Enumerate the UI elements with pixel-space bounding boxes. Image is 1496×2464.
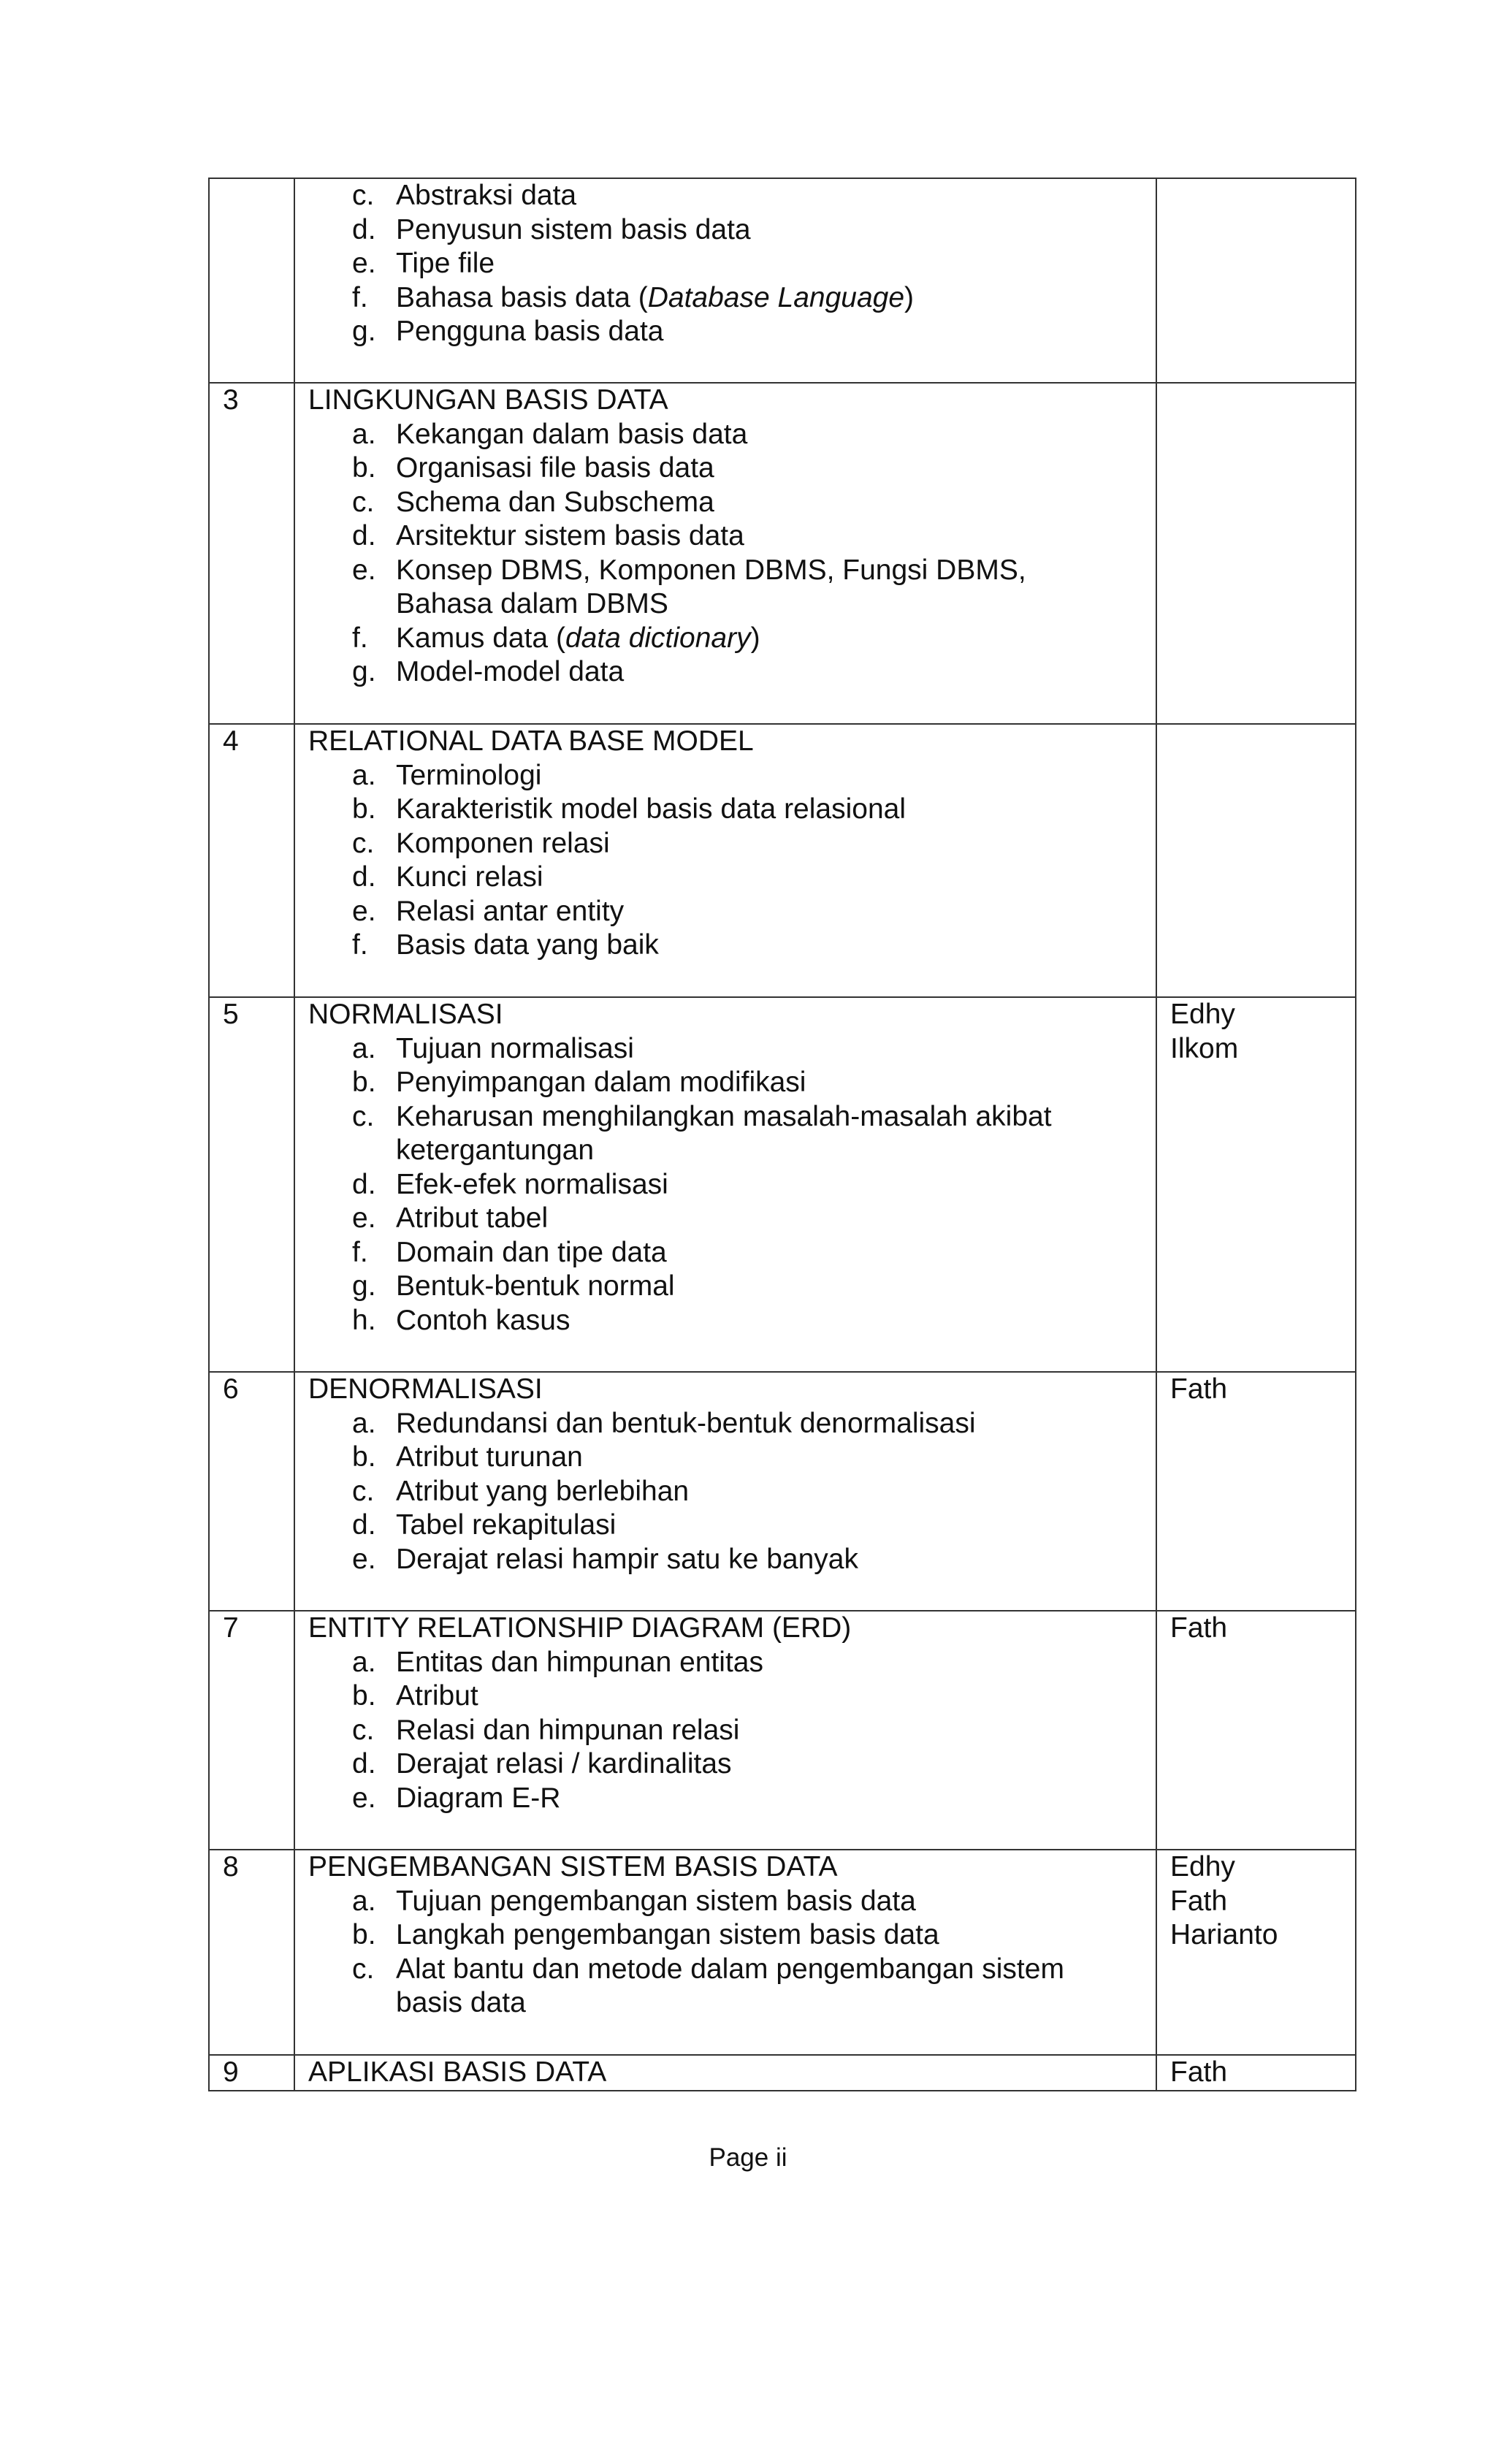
topic-title: PENGEMBANGAN SISTEM BASIS DATA (308, 1851, 838, 1883)
item-text: Terminologi (396, 759, 542, 791)
list-item (308, 281, 1156, 316)
list-item (308, 418, 1156, 452)
table-row (209, 178, 1356, 383)
topic-cell (294, 1611, 1156, 1850)
list-item (308, 1100, 1156, 1168)
subtopic-list (308, 1407, 1156, 1577)
list-marker: c. (352, 1953, 375, 1985)
item-text: Komponen relasi (396, 827, 610, 859)
author-cell (1156, 383, 1356, 724)
row-number: 3 (209, 383, 294, 724)
row-number: 7 (209, 1611, 294, 1850)
list-item (308, 451, 1156, 486)
item-text: Bentuk-bentuk normal (396, 1270, 675, 1302)
topic-title: NORMALISASI (308, 999, 503, 1030)
item-italic-term: data dictionary (565, 622, 751, 654)
subtopic-list (308, 759, 1156, 963)
list-marker: a. (352, 1032, 376, 1064)
author-cell (1156, 2055, 1356, 2091)
list-marker: g. (352, 1270, 376, 1302)
page-number: Page ii (709, 2143, 787, 2172)
item-text: Kekangan dalam basis data (396, 418, 748, 450)
list-item (308, 759, 1156, 793)
subtopic-list (308, 1885, 1156, 2021)
list-item (308, 1543, 1156, 1577)
topic-title: APLIKASI BASIS DATA (308, 2056, 607, 2088)
list-marker: f. (352, 281, 368, 313)
list-marker: b. (352, 793, 376, 825)
list-item (308, 827, 1156, 861)
item-text-suffix: ) (750, 622, 760, 654)
item-text: Relasi antar entity (396, 895, 625, 927)
list-marker: c. (352, 486, 375, 518)
topic-cell (294, 1850, 1156, 2055)
topic-cell (294, 997, 1156, 1372)
item-text: Tabel rekapitulasi (396, 1509, 617, 1541)
list-marker: g. (352, 316, 376, 347)
item-text: Atribut yang berlebihan (396, 1475, 690, 1507)
list-marker: e. (352, 1782, 376, 1814)
item-text: Atribut (396, 1680, 478, 1712)
subtopic-list (308, 418, 1156, 690)
author-cell (1156, 1372, 1356, 1611)
row-number: 8 (209, 1850, 294, 2055)
list-marker: b. (352, 1680, 376, 1712)
list-marker: e. (352, 1202, 376, 1234)
topic-cell (294, 2055, 1156, 2091)
list-marker: d. (352, 1509, 376, 1541)
list-item (308, 486, 1156, 520)
list-marker: f. (352, 622, 368, 654)
list-marker: a. (352, 1646, 376, 1678)
list-marker: d. (352, 213, 376, 245)
row-number (209, 178, 294, 383)
table-row (209, 1372, 1356, 1611)
subtopic-list (308, 179, 1156, 349)
table-row (209, 1611, 1356, 1850)
item-text: Derajat relasi / kardinalitas (396, 1748, 732, 1780)
table-row (209, 383, 1356, 724)
list-marker: a. (352, 1407, 376, 1439)
list-marker: c. (352, 1475, 375, 1507)
subtopic-list (308, 1032, 1156, 1338)
list-marker: f. (352, 1236, 368, 1268)
list-item (308, 1236, 1156, 1270)
item-text: Bahasa basis data ( (396, 281, 648, 313)
table-row (209, 1850, 1356, 2055)
list-marker: e. (352, 1543, 376, 1575)
item-text: Kamus data ( (396, 622, 565, 654)
list-item (308, 1747, 1156, 1782)
topic-title: ENTITY RELATIONSHIP DIAGRAM (ERD) (308, 1612, 852, 1644)
item-text: Efek-efek normalisasi (396, 1168, 668, 1200)
list-item (308, 1714, 1156, 1748)
item-text: Atribut tabel (396, 1202, 549, 1234)
item-text: Relasi dan himpunan relasi (396, 1714, 740, 1746)
syllabus-body (209, 178, 1356, 2091)
list-marker: f. (352, 929, 368, 961)
author-name: Fath (1170, 1885, 1228, 1917)
author-name: Ilkom (1170, 1032, 1239, 1064)
list-item (308, 1168, 1156, 1202)
list-marker: d. (352, 861, 376, 893)
list-item (308, 247, 1156, 281)
list-marker: c. (352, 1100, 375, 1132)
item-text: Contoh kasus (396, 1304, 570, 1336)
item-text: Keharusan menghilangkan masalah-masalah akibat ketergantungan (396, 1100, 1052, 1166)
list-item (308, 1508, 1156, 1543)
list-marker: b. (352, 1441, 376, 1473)
row-number: 9 (209, 2055, 294, 2091)
author-name: Fath (1170, 1612, 1228, 1644)
topic-title: RELATIONAL DATA BASE MODEL (308, 725, 754, 757)
item-text: Pengguna basis data (396, 316, 664, 347)
item-text-suffix: ) (904, 281, 915, 313)
list-item (308, 1202, 1156, 1236)
table-row (209, 2055, 1356, 2091)
list-item (308, 655, 1156, 690)
item-text: Tujuan pengembangan sistem basis data (396, 1885, 916, 1917)
list-marker: c. (352, 1714, 375, 1746)
list-item (308, 1304, 1156, 1338)
topic-cell (294, 383, 1156, 724)
author-cell (1156, 997, 1356, 1372)
item-text: Domain dan tipe data (396, 1236, 667, 1268)
list-item (308, 928, 1156, 963)
list-marker: c. (352, 827, 375, 859)
list-marker: e. (352, 895, 376, 927)
item-text: Model-model data (396, 656, 625, 687)
list-item (308, 519, 1156, 554)
item-text: Schema dan Subschema (396, 486, 714, 518)
item-text: Tujuan normalisasi (396, 1032, 634, 1064)
item-text: Arsitektur sistem basis data (396, 520, 744, 552)
list-marker: d. (352, 520, 376, 552)
item-text: Diagram E-R (396, 1782, 561, 1814)
list-marker: a. (352, 418, 376, 450)
topic-cell (294, 178, 1156, 383)
list-item (308, 1885, 1156, 1919)
list-item (308, 1953, 1156, 2021)
item-text: Derajat relasi hampir satu ke banyak (396, 1543, 858, 1575)
item-italic-term: Database Language (647, 281, 905, 313)
list-marker: h. (352, 1304, 376, 1336)
item-text: Karakteristik model basis data relasional (396, 793, 907, 825)
item-text: Alat bantu dan metode dalam pengembangan sistem basis data (396, 1953, 1064, 2018)
author-cell (1156, 1611, 1356, 1850)
item-text: Penyusun sistem basis data (396, 213, 751, 245)
list-item (308, 1032, 1156, 1067)
list-item (308, 1270, 1156, 1304)
topic-title: LINGKUNGAN BASIS DATA (308, 384, 668, 416)
item-text: Konsep DBMS, Komponen DBMS, Fungsi DBMS, Bahasa dalam DBMS (396, 554, 1026, 619)
row-number: 4 (209, 724, 294, 997)
list-item (308, 1918, 1156, 1953)
author-cell (1156, 178, 1356, 383)
item-text: Abstraksi data (396, 180, 577, 211)
item-text: Organisasi file basis data (396, 452, 714, 484)
topic-cell (294, 724, 1156, 997)
list-marker: a. (352, 759, 376, 791)
row-number: 6 (209, 1372, 294, 1611)
author-name: Edhy (1170, 999, 1235, 1030)
list-item (308, 895, 1156, 929)
list-item (308, 213, 1156, 248)
list-marker: d. (352, 1168, 376, 1200)
item-text: Kunci relasi (396, 861, 543, 893)
list-marker: g. (352, 656, 376, 687)
list-marker: b. (352, 452, 376, 484)
item-text: Basis data yang baik (396, 929, 659, 961)
item-text: Entitas dan himpunan entitas (396, 1646, 764, 1678)
item-text: Redundansi dan bentuk-bentuk denormalisasi (396, 1407, 976, 1439)
item-text: Atribut turunan (396, 1441, 583, 1473)
author-name: Edhy (1170, 1851, 1235, 1883)
row-number: 5 (209, 997, 294, 1372)
list-item (308, 793, 1156, 827)
list-item (308, 1646, 1156, 1680)
list-item (308, 622, 1156, 656)
author-name: Fath (1170, 1373, 1228, 1405)
topic-cell (294, 1372, 1156, 1611)
item-text: Penyimpangan dalam modifikasi (396, 1067, 806, 1098)
list-marker: d. (352, 1748, 376, 1780)
list-item (308, 1066, 1156, 1100)
list-marker: b. (352, 1067, 376, 1098)
author-cell (1156, 724, 1356, 997)
list-item (308, 1407, 1156, 1441)
list-item (308, 1475, 1156, 1509)
list-marker: e. (352, 248, 376, 279)
list-marker: b. (352, 1919, 376, 1950)
list-item (308, 315, 1156, 349)
topic-title: DENORMALISASI (308, 1373, 543, 1405)
table-row (209, 997, 1356, 1372)
list-item (308, 554, 1156, 622)
item-text: Tipe file (396, 248, 495, 279)
syllabus-table (208, 178, 1356, 2091)
table-row (209, 724, 1356, 997)
list-item (308, 179, 1156, 213)
list-marker: a. (352, 1885, 376, 1917)
list-item (308, 1782, 1156, 1816)
list-marker: e. (352, 554, 376, 586)
list-item (308, 861, 1156, 895)
item-text: Langkah pengembangan sistem basis data (396, 1919, 939, 1950)
list-item (308, 1441, 1156, 1475)
author-cell (1156, 1850, 1356, 2055)
list-item (308, 1679, 1156, 1714)
author-name: Harianto (1170, 1919, 1278, 1950)
subtopic-list (308, 1646, 1156, 1816)
author-name: Fath (1170, 2056, 1228, 2088)
list-marker: c. (352, 180, 375, 211)
